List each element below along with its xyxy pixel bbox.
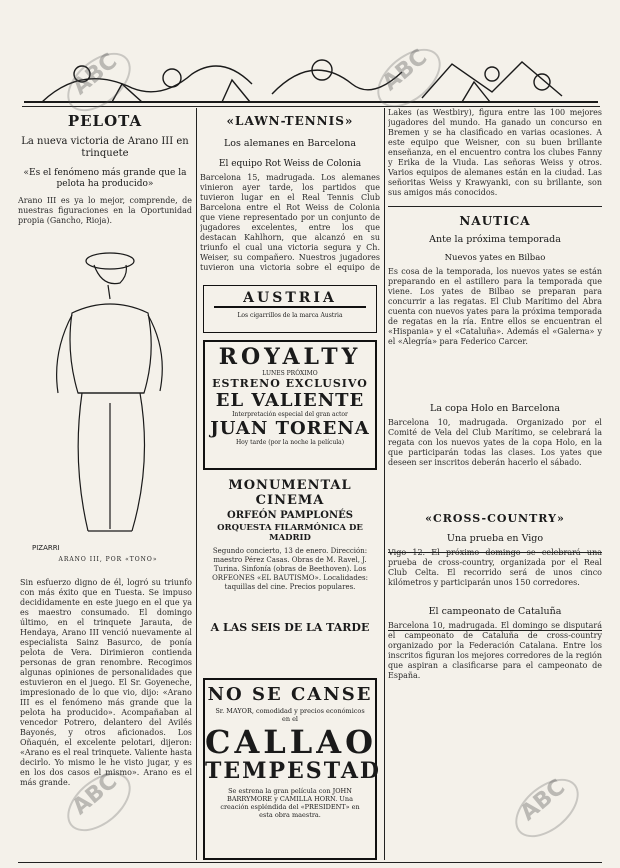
watermark-text: ABC <box>67 48 123 101</box>
royalty-line1: LUNES PRÓXIMO <box>262 370 318 377</box>
austria-line: Los cigarrillos de la marca Austria <box>237 312 343 319</box>
pelota-title: La nueva victoria de Arano III en trinquete <box>21 136 189 159</box>
royalty-actor: JUAN TORENA <box>210 418 370 439</box>
right-column <box>388 108 602 863</box>
tennis-body: Barcelona 15, madrugada. Los alemanes vinieron ayer tarde, los partidos que tuvieron lugar en el Real Tennis Club Barcelona entre el Rot Weiss de Colonia que viene representado por un conjunto de jugadores excelentes, entre los que destacan Kahlhorn, que alcanzó en su triunfo el cual una victoria segura y Ch. Weiser, su compañero. Nuestros jugadores tuvieron una victoria sobre el equipo de <box>200 173 380 272</box>
right-separator-3 <box>388 630 602 631</box>
bottom-rule <box>18 862 602 863</box>
austria-ad <box>203 285 377 333</box>
pelotari-illustration <box>32 243 182 553</box>
monumental-time: A LAS SEIS DE LA TARDE <box>210 621 370 634</box>
copa-title: La copa Holo en Barcelona <box>429 403 560 414</box>
monumental-details: Segundo concierto, 13 de enero. Dirección: maestro Pérez Casas. Obras de M. Ravel, J. Turina. Sinfonía (obras de Beethoven). Los ORFEONES «EL BAUTISMO». Localidades: taquillas del cine. Precios populares. <box>212 547 368 591</box>
royalty-film: EL VALIENTE <box>215 390 365 411</box>
tennis-title: Los alemanes en Barcelona <box>224 138 356 149</box>
cross-body: prueba de cross-country, organizada por el Real Club Celta. El recorrido será de unos cinco kilómetros y participarán unos 150 corredores. <box>388 558 602 587</box>
tennis-continuation: Lakes (as Westbiry), figura entre las 100 mejores jugadores del mundo. Ha ganado un concurso en Bremen y se ha clasificado en varias ocasiones. A este equipo que Weisner, con su buen brillante enseñanza, en el encuentro contra los clubes Fanny y Erika de la Viuda. Las señoras Weiss y otros. Varios equipos de alemanes están en la ciudad. Las señoritas Weiss y Krawyanki, con su brillante, son sus amigos más conocidos. <box>388 108 602 197</box>
monumental-line1: ORFEÓN PAMPLONÉS <box>227 510 353 521</box>
monumental-line2: ORQUESTA FILARMÓNICA DE MADRID <box>217 523 363 543</box>
pelota-heading: PELOTA <box>67 112 143 130</box>
watermark-text: ABC <box>377 44 433 97</box>
watermark-text: ABC <box>67 768 123 821</box>
callao-details: Se estrena la gran película con JOHN BARRYMORE y CAMILLA HORN. Una creación espléndida del «PRESIDENT» en esta obra maestra. <box>220 787 360 819</box>
pelota-column <box>18 108 192 863</box>
illustration-caption: ARANO III, POR «TONO» <box>58 556 158 563</box>
royalty-line3: Interpretación especial del gran actor <box>232 411 348 418</box>
callao-intro: Sr. MAYOR, comodidad y precios económicos en el <box>215 707 365 723</box>
nautica-title: Ante la próxima temporada <box>429 234 561 245</box>
cross-title: Una prueba en Vigo <box>446 533 544 544</box>
tennis-heading: «LAWN-TENNIS» <box>226 114 354 128</box>
pelota-quote: «Es el fenómeno más grande que la pelota ha producido» <box>23 168 187 189</box>
top-rule <box>22 106 600 107</box>
nautica-body: Es cosa de la temporada, los nuevos yates se están preparando en el astillero para la temporada que viene. Los yates de Bilbao se preparan para concurrir a las regatas. El Club Marítimo del Abra cuenta con nuevos yates para la próxima temporada de regatas en la ría. Entre ellos se encuentran el «Hispania» y el «Cataluña». Además el «Galerna» y el «Alegría» para Federico Carcer. <box>388 267 602 346</box>
royalty-ad <box>203 340 377 470</box>
pelota-body: Sin esfuerzo digno de él, logró su triunfo con más éxito que en Tuesta. Se impuso decididamente en este juego en el que ya es maestro consumado. El domingo último, en el trinquete Jarauta, de Hendaya, Arano III venció nuevamente al especialista Sainz Basurco, de ponía pelota de Vera. Dirimieron contienda personas de gran renombre. Recogimos algunas opiniones de personalidades que estuvieron en el juego. El Sr. Goyeneche, impresionado de lo que vio, dijo: «Arano III es el fenómeno más grande que la pelota ha producido». Acompañaban al vencedor Potrero, delantero del Avilés Bayonés, y otros aficionados. Los Oñaquén, el excelente pelotari, dijeron: «Arano es el real trinquete. Valiente hasta decirlo. Yo mismo le he visto jugar, y es en los dos casos el mismo». Arano es el más grande. <box>20 578 192 787</box>
watermark-text: ABC <box>515 774 571 827</box>
column-divider-2 <box>384 108 385 860</box>
tennis-subtitle: El equipo Rot Weiss de Colonia <box>218 159 362 169</box>
pelota-intro: Arano III es ya lo mejor, comprende, de nuestras figuraciones en la Oportunidad propia (Gancho, Rioja). <box>18 196 192 225</box>
callao-film: TEMPESTAD <box>205 758 382 784</box>
cross-heading: «CROSS-COUNTRY» <box>425 512 565 525</box>
royalty-name: ROYALTY <box>218 344 362 370</box>
callao-ad <box>203 678 382 860</box>
column-divider-1 <box>196 108 197 860</box>
austria-name: AUSTRIA <box>214 290 366 308</box>
cataluna-title: El campeonato de Cataluña <box>428 606 562 617</box>
monumental-ad <box>203 478 377 678</box>
nautica-heading: NAUTICA <box>459 214 531 228</box>
monumental-name: MONUMENTAL CINEMA <box>228 478 352 508</box>
right-separator-2 <box>388 552 602 553</box>
cataluna-body: Barcelona 10, madrugada. El domingo se disputará el campeonato de Cataluña de cross-country organizado por la Federación Catalana. Entre los inscritos figuran los mejores corredores de la región que aspiran a clasificarse para el campeonato de España. <box>388 621 602 680</box>
illustration-signature: PIZARRI <box>32 544 60 552</box>
royalty-line4: Hoy tarde (por la noche la película) <box>235 439 345 446</box>
nautica-subtitle: Nuevos yates en Bilbao <box>444 253 546 263</box>
right-separator-1 <box>388 206 602 207</box>
copa-body: Barcelona 10, madrugada. Organizado por el Comité de Vela del Club Marítimo, se celebrará la regata con los nuevos yates de la copa Holo, en la que participarán todas las clases. Los yates que deseen ser inscritos deberán hacerlo el sábado. <box>388 418 602 467</box>
callao-name: CALLAO <box>205 723 377 761</box>
callao-header: NO SE CANSE <box>207 684 373 705</box>
royalty-line2: ESTRENO EXCLUSIVO <box>212 377 368 390</box>
